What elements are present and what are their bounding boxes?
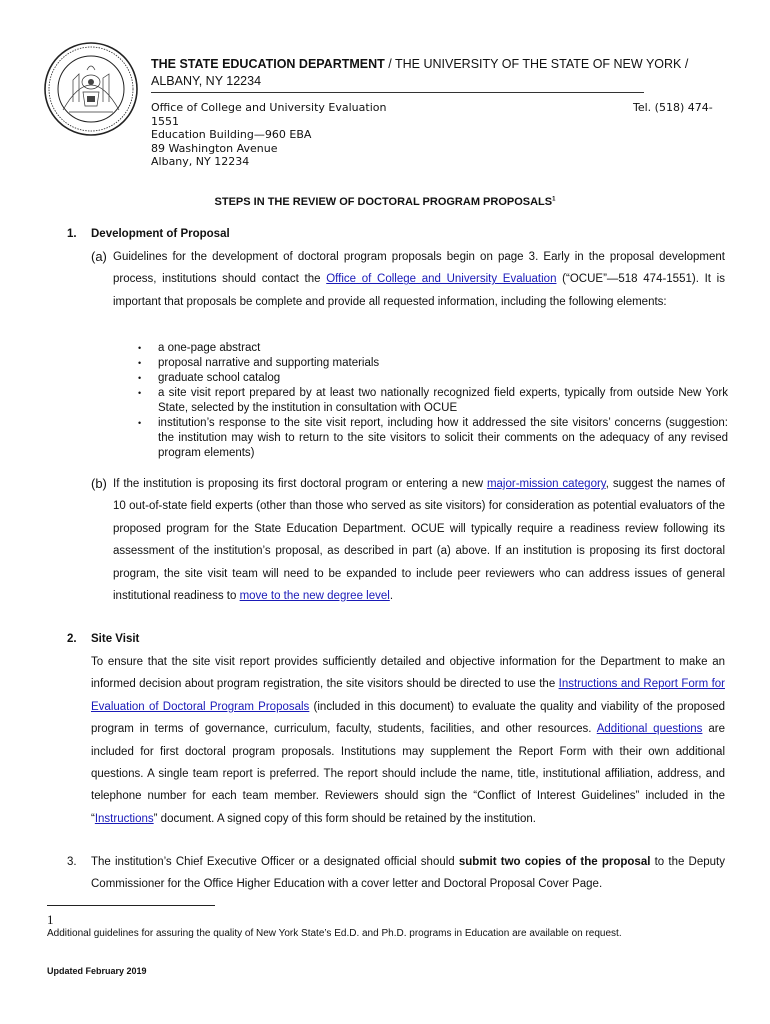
section-2-number: 2. <box>67 633 77 645</box>
ocue-link[interactable]: Office of College and University Evaluation <box>326 273 557 286</box>
state-seal <box>43 40 139 138</box>
section-1-number: 1. <box>67 228 77 240</box>
section-3-number: 3. <box>67 856 77 868</box>
office-address-block <box>151 101 386 169</box>
additional-questions-link[interactable]: Additional questions <box>596 723 703 736</box>
section-1a-paragraph <box>113 246 725 313</box>
section-1-heading: Development of Proposal <box>91 228 230 240</box>
list-item <box>124 416 728 461</box>
office-street: 89 Washington Avenue <box>151 141 278 155</box>
department-address: / THE UNIVERSITY OF THE STATE OF NEW YORK / ALBANY, NY 12234 <box>151 57 689 88</box>
list-item-text: a site visit report prepared by at least two nationally recognized field experts, typically from outside New York State, selected by the institution in consultation with OCUE <box>158 387 728 414</box>
section-1a-label: (a) <box>91 249 107 264</box>
header-divider <box>151 92 644 93</box>
list-item <box>124 371 728 386</box>
office-tel-continued: 1551 <box>151 114 179 128</box>
section-3-paragraph <box>91 851 725 896</box>
section-1a-text-2: (“OCUE”—518 474-1551). It is important that proposals be complete and provide all requested information, including the following elements: <box>113 273 725 308</box>
section-1b-label: (b) <box>91 476 107 491</box>
footnote-text: Additional guidelines for assuring the quality of New York State’s Ed.D. and Ph.D. programs in Education are available on request. <box>47 928 622 939</box>
list-item-text: graduate school catalog <box>158 372 281 384</box>
required-elements-list <box>124 341 728 461</box>
section-2-text-1: To ensure that the site visit report provides sufficiently detailed and objective information for the Department to make an informed decision about program registration, the site visitors should be directed to use the <box>91 656 725 691</box>
list-item-text: proposal narrative and supporting materials <box>158 357 380 369</box>
list-item <box>124 386 728 416</box>
major-mission-category-link[interactable]: major-mission category <box>486 478 606 490</box>
new-degree-level-link[interactable]: move to the new degree level <box>239 590 390 603</box>
list-item <box>124 341 728 356</box>
new-york-state-seal-icon <box>43 40 139 138</box>
bullet-icon: • <box>138 388 142 398</box>
list-item <box>124 356 728 371</box>
title-footnote-mark: 1 <box>552 196 556 203</box>
section-3-text-1: The institution’s Chief Executive Officer or a designated official should <box>91 856 459 868</box>
list-item-text: a one-page abstract <box>158 342 261 354</box>
section-3-text-2: to the Deputy Commissioner for the Office Higher Education with a cover letter and Doctoral Proposal Cover Page. <box>91 856 725 891</box>
bullet-icon: • <box>138 373 142 383</box>
section-2-paragraph <box>91 651 725 830</box>
section-2-text-4: ” document. A signed copy of this form should be retained by the institution. <box>153 812 536 825</box>
section-1a-text-1: Guidelines for the development of doctoral program proposals begin on page 3. Early in the proposal development process, institutions should contact the <box>113 251 725 286</box>
updated-date: Updated February 2019 <box>47 966 147 976</box>
footnote-divider <box>47 905 215 906</box>
document-title <box>0 196 770 208</box>
footnote-number: 1 <box>47 912 54 927</box>
office-city: Albany, NY 12234 <box>151 155 250 168</box>
department-name: THE STATE EDUCATION DEPARTMENT <box>151 57 385 71</box>
section-1b-text-1: If the institution is proposing its first doctoral program or entering a new <box>113 478 487 490</box>
section-2-heading: Site Visit <box>91 633 140 645</box>
section-3-bold: submit two copies of the proposal <box>458 856 651 868</box>
department-header <box>151 56 691 90</box>
section-1b-text-2: , suggest the names of 10 out-of-state field experts (other than those who served as site visitors) for consideration as potential evaluators of the proposed program for the State Education Department. OCUE will typically require a readiness review following its assessment of the institution’s proposal, as described in part (a) above. If an institution is proposing its first doctoral program, the site visit team will need to be expanded to include peer reviewers who can address issues of general institutional readiness to <box>113 478 725 603</box>
list-item-text: institution’s response to the site visit report, including how it addressed the site visitors’ concerns (suggestion: the institution may wish to return to the site visitors to solicit their comments on the adequacy of any revised program elements) <box>158 417 728 459</box>
section-2-text-3: are included for first doctoral program proposals. Institutions may supplement the Report Form with their own additional questions. A single team report is preferred. The report should include the name, title, institutional affiliation, address, and telephone number for each team member. Reviewers should sign the “Conflict of Interest Guidelines” included in the “ <box>91 723 725 825</box>
document-title-text: STEPS IN THE REVIEW OF DOCTORAL PROGRAM PROPOSALS <box>214 196 553 208</box>
bullet-icon: • <box>138 418 142 428</box>
office-name: Office of College and University Evaluation <box>151 101 387 114</box>
section-1b-text-3: . <box>389 590 394 603</box>
instructions-link[interactable]: Instructions <box>94 812 154 825</box>
instructions-report-form-link[interactable]: Instructions and Report Form for Evaluation of Doctoral Program Proposals <box>91 678 725 713</box>
section-1b-paragraph <box>113 473 725 607</box>
bullet-icon: • <box>138 343 142 353</box>
bullet-icon: • <box>138 358 142 368</box>
office-building: Education Building—960 EBA <box>151 128 312 141</box>
section-2-text-2: (included in this document) to evaluate the quality and viability of the proposed program in terms of governance, curriculum, faculty, students, facilities, and other resources. <box>91 700 725 736</box>
telephone: Tel. (518) 474- <box>633 101 713 114</box>
